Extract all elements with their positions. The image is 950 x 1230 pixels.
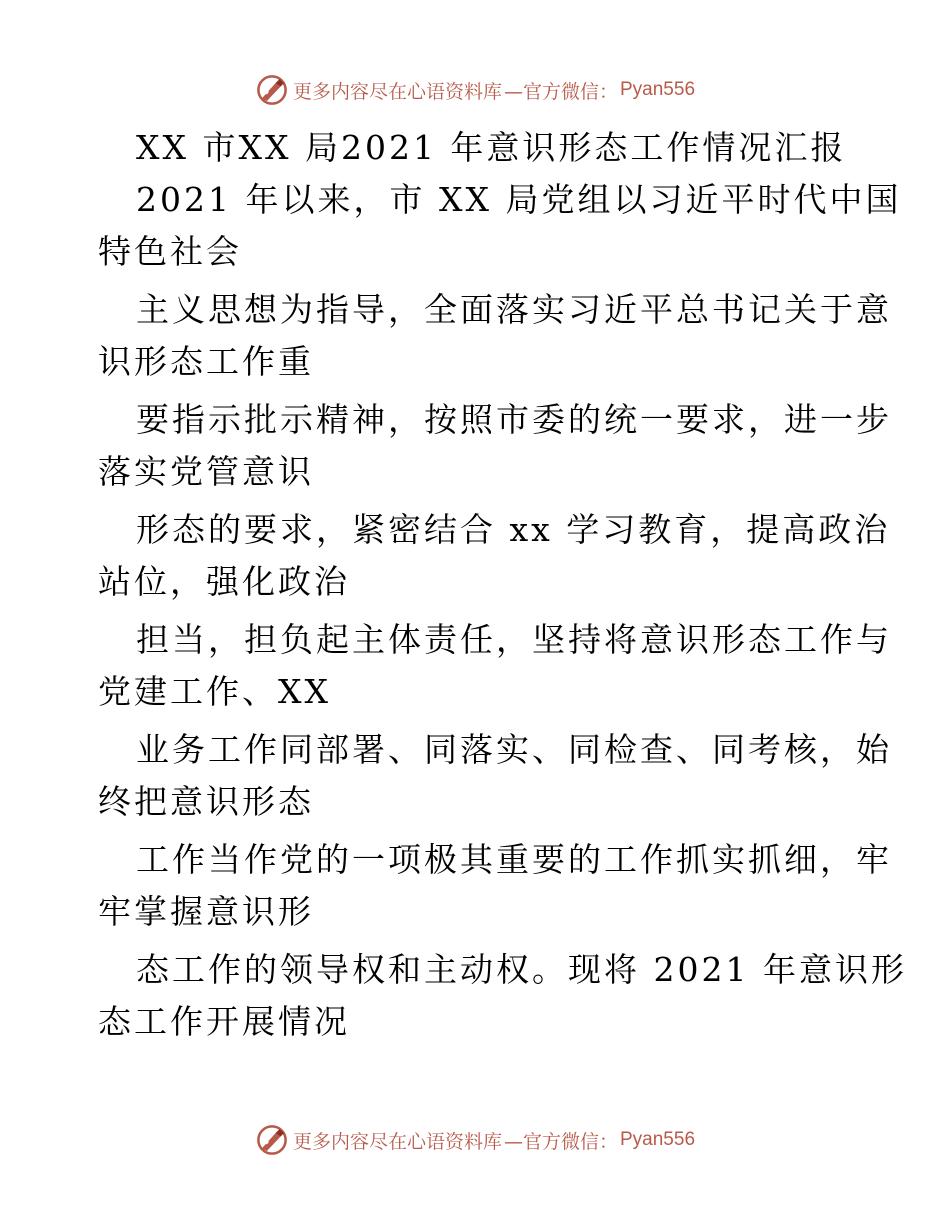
paragraph-line: 形态的要求，紧密结合 xx 学习教育，提高政治	[136, 510, 891, 549]
watermark-account: Pyan556	[620, 79, 696, 100]
paragraph-line: 识形态工作重	[98, 342, 314, 381]
paragraph-line: 担当，担负起主体责任，坚持将意识形态工作与	[136, 620, 892, 659]
paragraph-line: 站位，强化政治	[98, 562, 350, 601]
watermark-text: 更多内容尽在心语资料库	[292, 80, 502, 103]
watermark-text: 更多内容尽在心语资料库	[292, 1130, 502, 1153]
watermark-account: Pyan556	[620, 1129, 696, 1150]
paragraph-line: 终把意识形态	[98, 782, 314, 821]
document-body	[98, 122, 907, 1048]
watermark-separator: —官方微信：	[503, 1130, 618, 1153]
paragraph-line: 工作当作党的一项极其重要的工作抓实抓细，牢	[136, 840, 892, 879]
paragraph-line: 主义思想为指导，全面落实习近平总书记关于意	[136, 290, 892, 329]
paragraph-line: 态工作开展情况	[98, 1002, 350, 1041]
paragraph-line: 业务工作同部署、同落实、同检查、同考核，始	[136, 730, 892, 769]
pen-seal-logo-icon	[255, 73, 289, 107]
paragraph-line: 2021 年以来，市 XX 局党组以习近平时代中国	[136, 180, 902, 219]
paragraph-line: 党建工作、XX	[98, 672, 331, 711]
paragraph-line: 要指示批示精神，按照市委的统一要求，进一步	[136, 400, 892, 439]
document-title: XX 市XX 局2021 年意识形态工作情况汇报	[136, 128, 847, 167]
pen-seal-logo-icon	[255, 1123, 289, 1157]
paragraph-line: 牢掌握意识形	[98, 892, 314, 931]
paragraph-line: 落实党管意识	[98, 452, 314, 491]
watermark-separator: —官方微信：	[503, 80, 618, 103]
header-watermark	[0, 70, 950, 110]
paragraph-line: 特色社会	[98, 232, 242, 271]
footer-watermark	[0, 1120, 950, 1160]
paragraph-line: 态工作的领导权和主动权。现将 2021 年意识形	[136, 950, 907, 989]
